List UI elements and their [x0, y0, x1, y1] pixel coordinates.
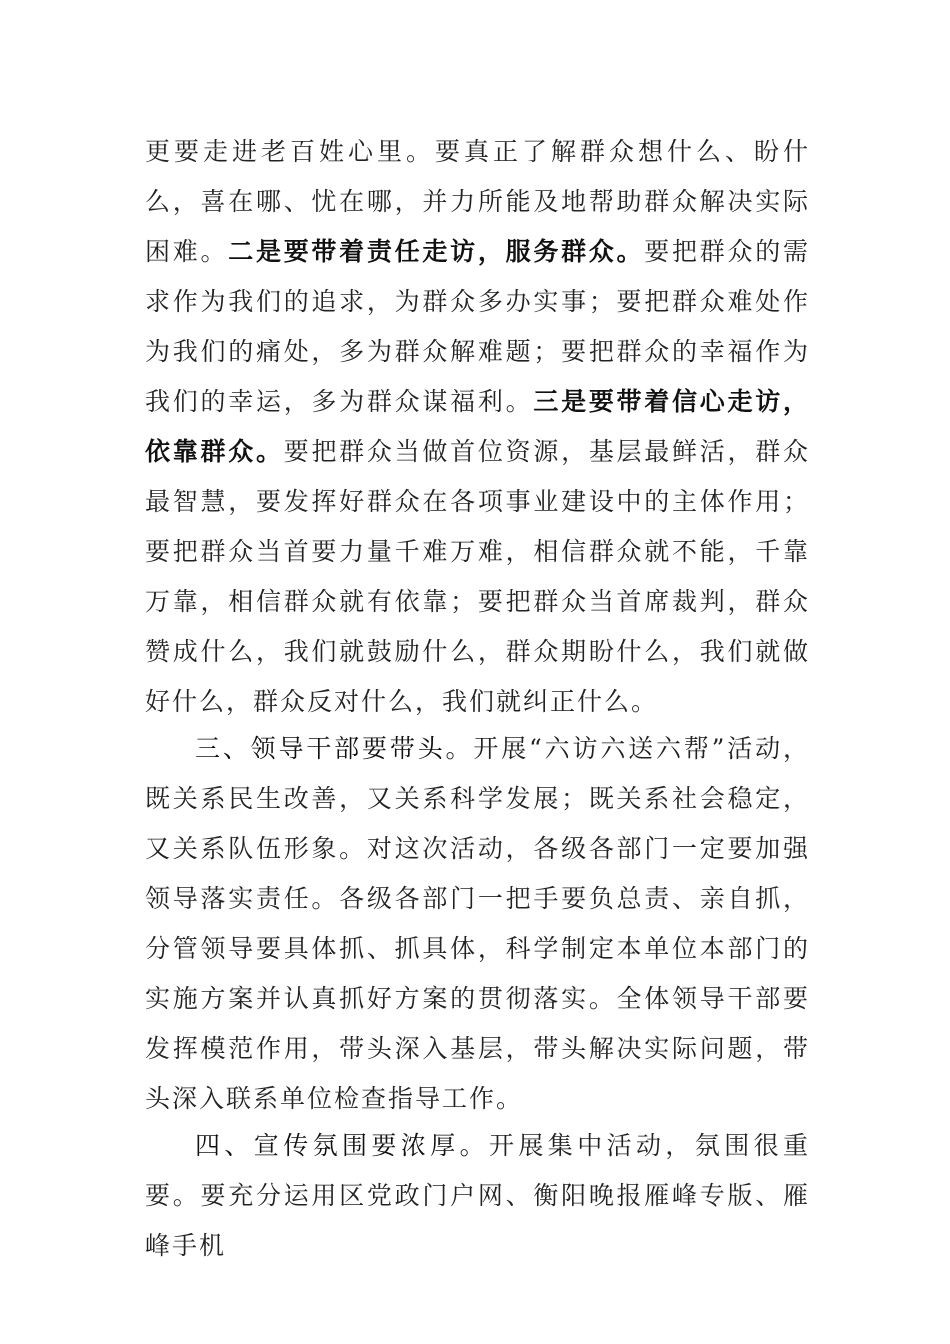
body-text: 开展集中活动，氛围很重要。要充分运用区党政门户网、衡阳晚报雁峰专版、雁峰手机 [145, 1131, 810, 1260]
bold-subheading-two: 二是要带着责任走访，服务群众。 [228, 237, 645, 266]
section-heading-four: 四、宣传氛围要浓厚。 [195, 1131, 489, 1160]
bold-subheading-three: 三是要带着信心走访，依靠群众。 [145, 387, 810, 466]
body-text: 更要走进老百姓心里。要真正了解群众想什么、盼什么，喜在哪、忧在哪，并力所能及地帮助群众解决实际困难。 [145, 137, 810, 266]
body-text: 要把群众的需求作为我们的追求，为群众多办实事；要把群众难处作为我们的痛处，多为群众解难题；要把群众的幸福作为我们的幸运，多为群众谋福利。 [145, 237, 810, 416]
paragraph-section-four [145, 1121, 810, 1271]
body-text: 开展“六访六送六帮”活动，既关系民生改善，又关系科学发展；既关系社会稳定，又关系队伍形象。对这次活动，各级各部门一定要加强领导落实责任。各级各部门一把手要负总责、亲自抓，分管领导要具体抓、抓具体，科学制定本单位本部门的实施方案并认真抓好方案的贯彻落实。全体领导干部要发挥模范作用，带头深入基层，带头解决实际问题，带头深入联系单位检查指导工作。 [145, 734, 810, 1113]
paragraph-section-three [145, 724, 810, 1124]
paragraph-continued [145, 127, 810, 727]
body-text: 要把群众当做首位资源，基层最鲜活，群众最智慧，要发挥好群众在各项事业建设中的主体作用；要把群众当首要力量千难万难，相信群众就不能，千靠万靠，相信群众就有依靠；要把群众当首席裁判，群众赞成什么，我们就鼓励什么，群众期盼什么，我们就做好什么，群众反对什么，我们就纠正什么。 [145, 437, 810, 716]
section-heading-three: 三、领导干部要带头。 [195, 734, 474, 763]
